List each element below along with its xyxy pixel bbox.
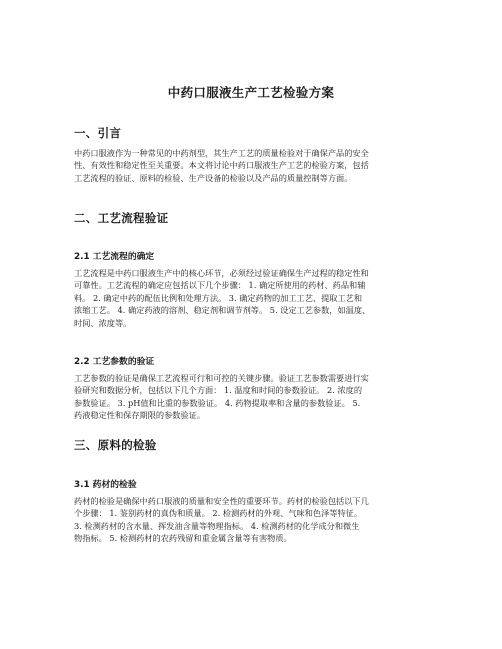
paragraph-2-1 <box>74 267 434 329</box>
section-heading-raw-materials: 三、原料的检验 <box>74 438 157 452</box>
text-line: 料。 2. 确定中药的配伍比例和处理方法。 3. 确定药物的加工工艺、提取工艺和 <box>74 292 363 303</box>
section-heading-intro: 一、引言 <box>74 126 122 140</box>
text-line: 浓缩工艺。 4. 确定药液的溶剂、稳定剂和调节剂等。 5. 设定工艺参数，如温度、 <box>74 305 371 316</box>
text-line: 3. 检测药材的含水量、挥发油含量等物理指标。 4. 检测药材的化学成分和微生 <box>74 520 360 531</box>
intro-paragraph <box>74 147 434 184</box>
subsection-heading-2-2: 2.2 工艺参数的验证 <box>74 357 155 367</box>
text-line: 个步骤： 1. 鉴别药材的真伪和质量。 2. 检测药材的外观、气味和色泽等特征。 <box>74 508 363 519</box>
text-line: 可靠性。工艺流程的确定应包括以下几个步骤： 1. 确定所使用的药材、药品和辅 <box>74 280 366 291</box>
text-line: 工艺流程是中药口服液生产中的核心环节，必须经过验证确保生产过程的稳定性和 <box>74 268 369 278</box>
text-line: 工艺流程的验证、原料的检验、生产设备的检验以及产品的质量控制等方面。 <box>74 172 353 183</box>
text-line: 时间、浓度等。 <box>74 317 132 328</box>
text-line: 工艺参数的验证是确保工艺流程可行和可控的关键步骤。验证工艺参数需要进行实 <box>74 373 369 383</box>
text-line: 药液稳定性和保存期限的参数验证。 <box>74 410 206 421</box>
text-line: 性、有效性和稳定性至关重要。本文将讨论中药口服液生产工艺的检验方案，包括 <box>74 160 369 171</box>
section-heading-process-validation: 二、工艺流程验证 <box>74 211 169 225</box>
subsection-heading-3-1: 3.1 药材的检验 <box>74 480 137 490</box>
subsection-heading-2-1: 2.1 工艺流程的确定 <box>74 252 155 262</box>
paragraph-3-1 <box>74 495 434 545</box>
document-title: 中药口服液生产工艺检验方案 <box>167 85 335 100</box>
text-line: 中药口服液作为一种常见的中药剂型，其生产工艺的质量检验对于确保产品的安全 <box>74 148 369 158</box>
paragraph-2-2 <box>74 372 434 422</box>
text-line: 物指标。 5. 检测药材的农药残留和重金属含量等有害物质。 <box>74 533 292 544</box>
text-line: 验研究和数据分析，包括以下几个方面： 1. 温度和时间的参数验证。 2. 浓度的 <box>74 385 363 396</box>
text-line: 药材的检验是确保中药口服液的质量和安全性的重要环节。药材的检验包括以下几 <box>74 496 369 506</box>
text-line: 参数验证。 3. pH值和比重的参数验证。 4. 药物提取率和含量的参数验证。 5. <box>74 397 361 408</box>
